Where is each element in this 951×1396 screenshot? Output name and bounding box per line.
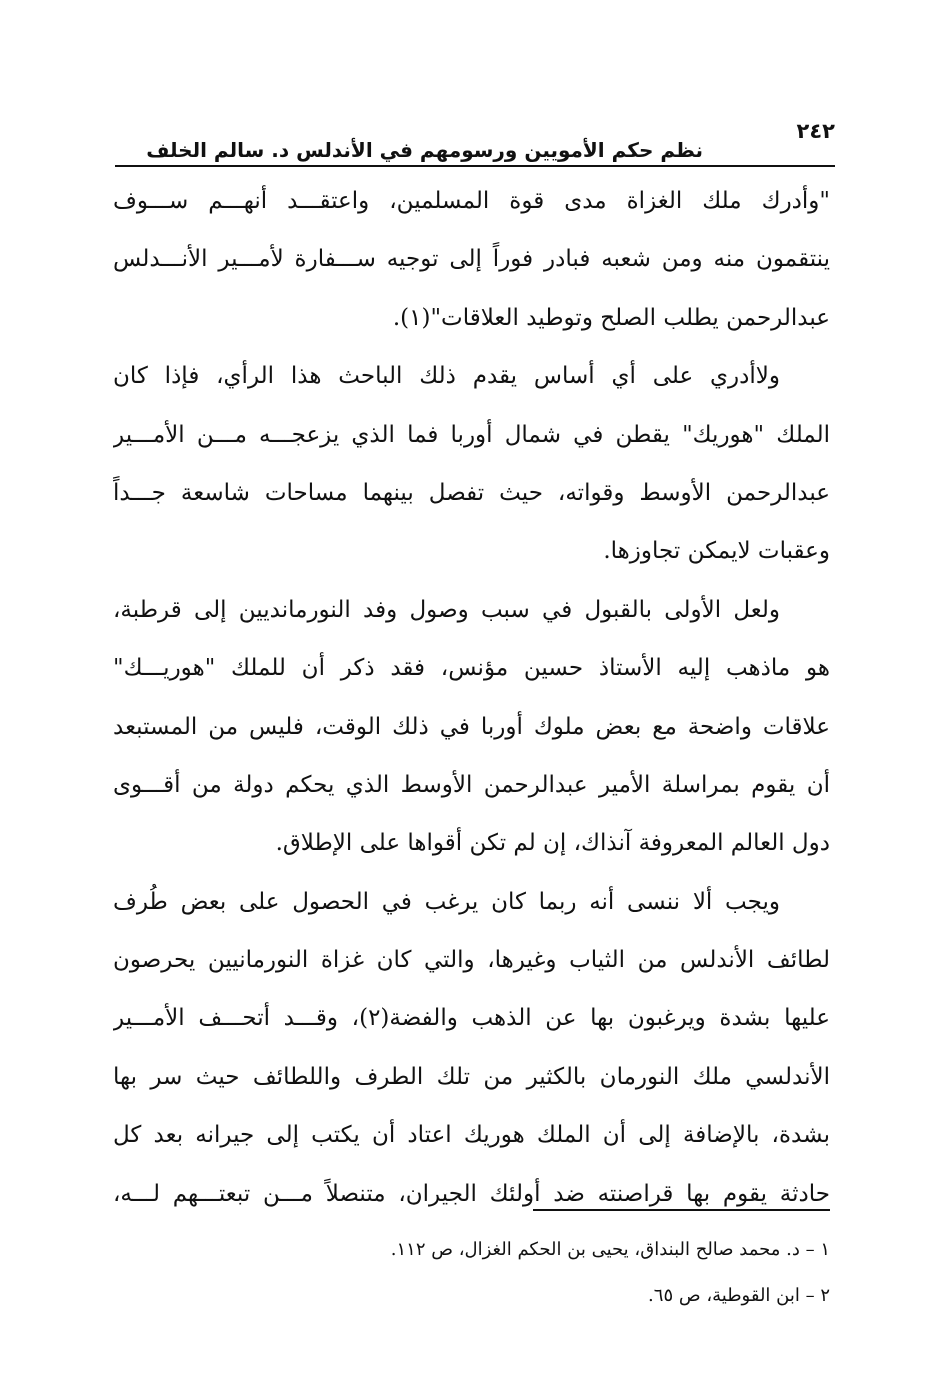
text-line: دول العالم المعروفة آنذاك، إن لم تكن أقواها على الإطلاق. bbox=[275, 830, 830, 857]
page-number: ٢٤٢ bbox=[796, 119, 835, 143]
text-line: "وأدرك ملك الغزاة مدى قوة المسلمين، واعتقـــد أنهـــم ســـوف bbox=[113, 188, 830, 214]
text-line: عبدالرحمن يطلب الصلح وتوطيد العلاقات"(١). bbox=[392, 304, 830, 331]
running-title: نظم حكم الأمويين ورسومهم في الأندلس د. سالم الخلف bbox=[146, 138, 703, 162]
text-line: ولعل الأولى بالقبول في سبب وصول وفد النورمانديين إلى قرطبة، bbox=[113, 596, 780, 623]
page-header bbox=[115, 118, 835, 164]
footnotes bbox=[300, 1234, 830, 1326]
text-line: أن يقوم بمراسلة الأمير عبدالرحمن الأوسط الذي يحكم دولة من أقـــوى bbox=[113, 771, 830, 798]
text-line: بشدة، بالإضافة إلى أن الملك هوريك اعتاد أن يكتب إلى جيرانه بعد كل bbox=[113, 1122, 830, 1149]
text-line: حادثة يقوم بها قراصنته ضد أولئك الجيران، متنصلاً مـــن تبعتـــهم لـــه، bbox=[113, 1180, 830, 1207]
text-line: ويجب ألا ننسى أنه ربما كان يرغب في الحصول على بعض طُرف bbox=[113, 888, 780, 915]
text-line: ينتقمون منه ومن شعبه فبادر فوراً إلى توجيه ســـفارة لأمـــير الأنـــدلس bbox=[113, 246, 830, 273]
text-line: الملك "هوريك" يقطن في شمال أوربا فما الذي يزعجـــه مـــن الأمـــير bbox=[113, 421, 830, 448]
text-line: عليها بشدة ويرغبون بها عن الذهب والفضة(٢)، وقـــد أتحـــف الأمـــير bbox=[113, 1005, 830, 1032]
text-line: الأندلسي ملك النورمان بالكثير من تلك الطرف واللطائف حيث سر بها bbox=[113, 1063, 830, 1090]
text-line: عبدالرحمن الأوسط وقواته، حيث تفصل بينهما مساحات شاسعة جـــداً bbox=[113, 479, 830, 506]
text-line: هو ماذهب إليه الأستاذ حسين مؤنس، فقد ذكر أن للملك "هوريـــك" bbox=[113, 655, 830, 682]
text-line: لطائف الأندلس من الثياب وغيرها، والتي كان غزاة النورمانيين يحرصون bbox=[113, 947, 830, 974]
text-line: وعقبات لايمكن تجاوزها. bbox=[603, 538, 830, 565]
text-line: علاقات واضحة مع بعض ملوك أوربا في ذلك الوقت، فليس من المستبعد bbox=[113, 713, 830, 740]
footnote-2: ٢ – ابن القوطية، ص ٦٥. bbox=[648, 1285, 830, 1306]
footnote-1: ١ – د. محمد صالح البنداق، يحيى بن الحكم الغزال، ص ١١٢. bbox=[390, 1239, 830, 1260]
body-text bbox=[113, 172, 830, 1223]
text-line: ولاأدري على أي أساس يقدم ذلك الباحث هذا الرأي، فإذا كان bbox=[113, 363, 780, 390]
footnote-rule bbox=[533, 1209, 830, 1211]
header-rule bbox=[115, 165, 835, 167]
